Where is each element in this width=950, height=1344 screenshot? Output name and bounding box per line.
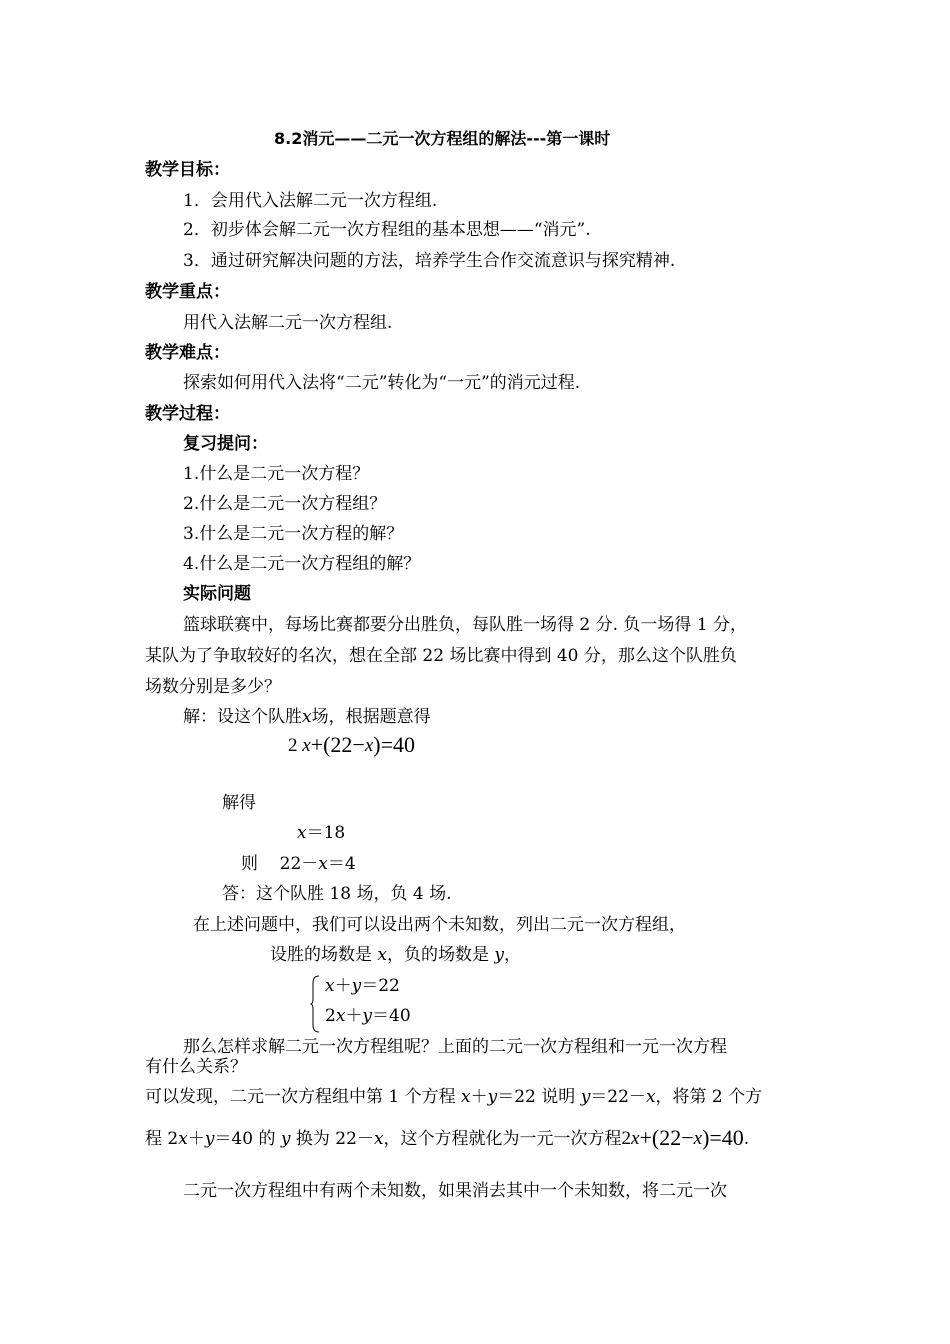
review-heading: 复习提问： bbox=[183, 434, 268, 454]
solution-intro: 解：设这个队胜x场，根据题意得 bbox=[183, 707, 431, 727]
solve-label: 解得 bbox=[222, 793, 256, 813]
system-intro: 在上述问题中，我们可以设出两个未知数，列出二元一次方程组， bbox=[193, 915, 686, 935]
key-point-text: 用代入法解二元一次方程组. bbox=[183, 313, 393, 333]
x-value: x＝18 bbox=[297, 823, 346, 843]
objective-item: 1．会用代入法解二元一次方程组. bbox=[183, 191, 438, 211]
review-item: 3.什么是二元一次方程的解？ bbox=[183, 524, 404, 544]
discover-line-one: 可以发现，二元一次方程组中第 1 个方程 x＋y＝22 说明 y＝22－x，将第 2 个方 bbox=[145, 1087, 763, 1107]
problem-line: 篮球联赛中，每场比赛都要分出胜负，每队胜一场得 2 分. 负一场得 1 分， bbox=[183, 615, 748, 635]
key-point-heading: 教学重点： bbox=[145, 282, 230, 302]
difficulty-text: 探索如何用代入法将“二元”转化为“一元”的消元过程. bbox=[183, 373, 581, 393]
objective-item: 2．初步体会解二元一次方程组的基本思想——“消元”. bbox=[183, 220, 591, 240]
process-heading: 教学过程： bbox=[145, 404, 230, 424]
review-item: 1.什么是二元一次方程？ bbox=[183, 464, 370, 484]
let-line: 设胜的场数是 x，负的场数是 y， bbox=[270, 945, 522, 965]
system-brace bbox=[310, 975, 320, 1033]
difficulty-heading: 教学难点： bbox=[145, 343, 230, 363]
question-line: 那么怎样求解二元一次方程组呢？上面的二元一次方程组和一元一次方程 bbox=[183, 1037, 727, 1057]
practical-heading: 实际问题 bbox=[183, 584, 251, 604]
system-equation-two: 2x＋y＝40 bbox=[325, 1006, 411, 1026]
discover-line-two: 程 2x＋y＝40 的 y 换为 22－x，这个方程就化为一元一次方程2x+(22−x)=40. bbox=[145, 1125, 750, 1150]
then-line: 则 22－x＝4 bbox=[241, 854, 356, 874]
objective-item: 3．通过研究解决问题的方法，培养学生合作交流意识与探究精神. bbox=[183, 251, 676, 271]
last-line: 二元一次方程组中有两个未知数，如果消去其中一个未知数，将二元一次 bbox=[183, 1181, 727, 1201]
question-line: 有什么关系？ bbox=[145, 1057, 247, 1077]
review-item: 4.什么是二元一次方程组的解？ bbox=[183, 554, 421, 574]
equation-one: 2 x+(22−x)=40 bbox=[288, 732, 415, 757]
system-equation-one: x＋y＝22 bbox=[325, 976, 400, 996]
problem-line: 某队为了争取较好的名次，想在全部 22 场比赛中得到 40 分，那么这个队胜负 bbox=[145, 646, 737, 666]
problem-line: 场数分别是多少？ bbox=[145, 677, 281, 697]
page-title: 8.2消元——二元一次方程组的解法---第一课时 bbox=[274, 129, 611, 148]
answer-line: 答：这个队胜 18 场，负 4 场. bbox=[222, 884, 452, 904]
objectives-heading: 教学目标： bbox=[145, 160, 230, 180]
review-item: 2.什么是二元一次方程组？ bbox=[183, 494, 387, 514]
